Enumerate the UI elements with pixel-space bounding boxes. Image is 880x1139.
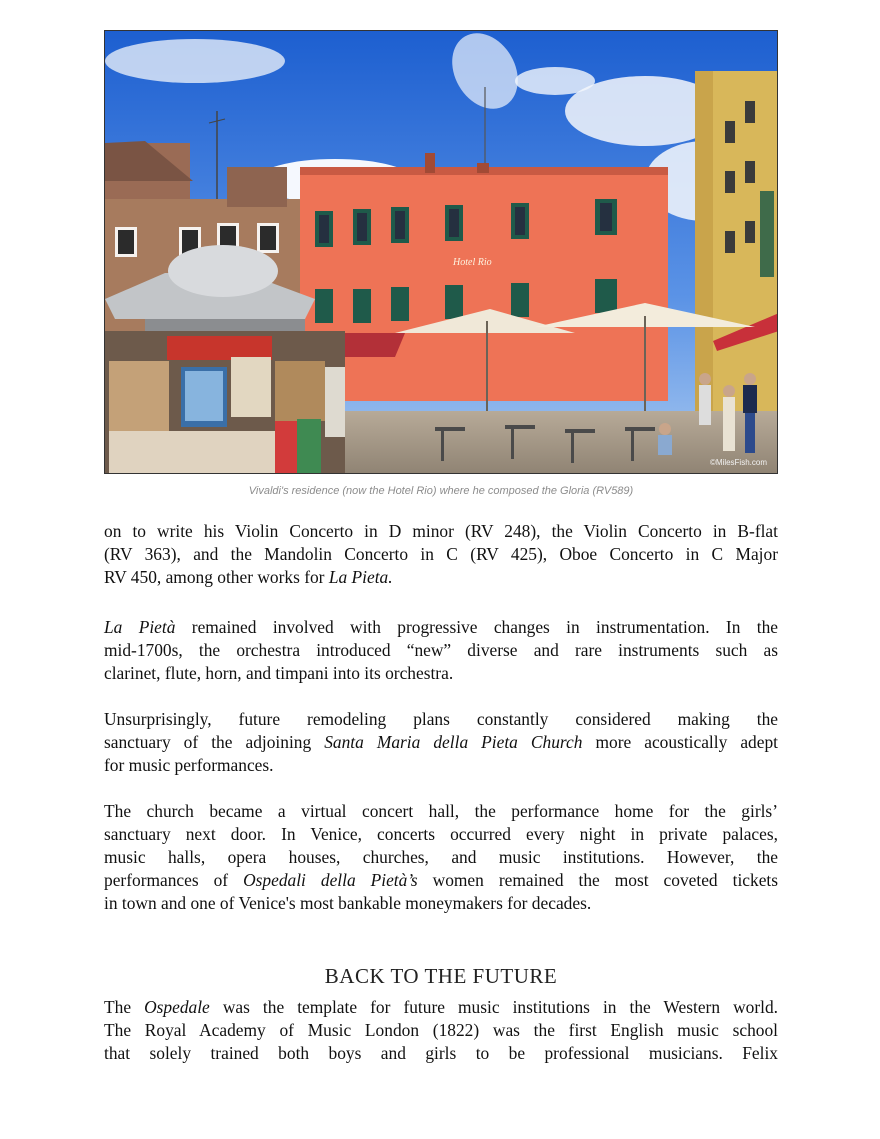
figure-caption: Vivaldi's residence (now the Hotel Rio) where he composed the Gloria (RV589)	[248, 485, 634, 497]
text-line: on to write his Violin Concerto in D minor (RV 248), the Violin Concerto in B-flat	[104, 521, 778, 541]
text-line: that solely trained both boys and girls to be professional musicians. Felix	[104, 1043, 778, 1063]
italic-term: La Pietà	[104, 617, 176, 637]
italic-term: Ospedale	[144, 997, 210, 1017]
text-line: for music performances.	[104, 755, 274, 775]
italic-term: Ospedali della Pietà’s	[243, 870, 418, 890]
paragraph-2	[104, 616, 778, 685]
section-heading: BACK TO THE FUTURE	[324, 964, 558, 988]
text-line: The Royal Academy of Music London (1822) was the first English music school	[104, 1020, 778, 1040]
text-line: clarinet, flute, horn, and timpani into its orchestra.	[104, 663, 454, 683]
text-line: Unsurprisingly, future remodeling plans constantly considered making the	[104, 709, 778, 729]
paragraph-4	[104, 800, 778, 915]
hotel-rio-photo	[104, 30, 778, 474]
text-line: (RV 363), and the Mandolin Concerto in C (RV 425), Oboe Concerto in C Major	[104, 544, 778, 564]
hotel-sign: Hotel Rio	[453, 257, 492, 268]
italic-term: La Pieta.	[328, 567, 393, 587]
photo-credit: ©MilesFish.com	[709, 458, 767, 467]
italic-term: Santa Maria della Pieta Church	[324, 732, 583, 752]
text-line: La Pietà remained involved with progressive changes in instrumentation. In the	[104, 617, 778, 637]
text-line: performances of Ospedali della Pietà’s women remained the most coveted tickets	[104, 870, 779, 890]
section-paragraph	[104, 996, 778, 1065]
paragraph-3	[104, 708, 778, 777]
text-line: in town and one of Venice's most bankable moneymakers for decades.	[104, 893, 592, 913]
text-line: sanctuary next door. In Venice, concerts occurred every night in private palaces,	[104, 824, 778, 844]
text-line: sanctuary of the adjoining Santa Maria della Pieta Church more acoustically adept	[104, 732, 778, 752]
paragraph-1	[104, 520, 778, 589]
text-line: mid-1700s, the orchestra introduced “new” diverse and rare instruments such as	[104, 640, 778, 660]
text-line: music halls, opera houses, churches, and music institutions. However, the	[104, 847, 778, 867]
text-line: The church became a virtual concert hall, the performance home for the girls’	[104, 801, 778, 821]
photo-illustration	[105, 31, 778, 474]
text-line: The Ospedale was the template for future music institutions in the Western world.	[104, 997, 779, 1017]
text-line: RV 450, among other works for La Pieta.	[104, 567, 393, 587]
